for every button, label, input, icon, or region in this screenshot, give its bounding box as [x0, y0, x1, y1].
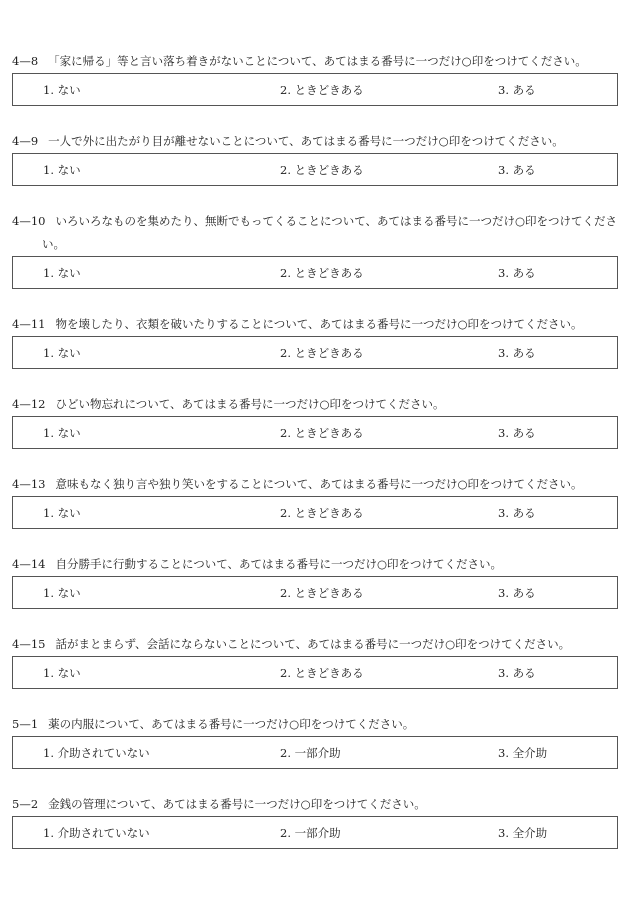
answer-options-box — [12, 576, 618, 609]
question-label: 話がまとまらず、会話にならないことについて、あてはまる番号に一つだけ○印をつけてください。 — [55, 637, 571, 651]
question-number: 4—9 — [12, 134, 39, 148]
option-2[interactable]: 2. ときどきある — [280, 426, 364, 440]
answer-options-box — [12, 73, 618, 106]
question-item — [12, 473, 618, 529]
question-label: 物を壊したり、衣類を破いたりすることについて、あてはまる番号に一つだけ○印をつけてください。 — [55, 317, 583, 331]
option-1[interactable]: 1. ない — [43, 586, 81, 600]
question-label: 薬の内服について、あてはまる番号に一つだけ○印をつけてください。 — [48, 717, 415, 731]
option-2[interactable]: 2. ときどきある — [280, 83, 364, 97]
question-text — [12, 313, 618, 336]
answer-options-box — [12, 656, 618, 689]
option-2[interactable]: 2. ときどきある — [280, 346, 364, 360]
question-text — [12, 793, 618, 816]
question-item — [12, 393, 618, 449]
option-1[interactable]: 1. ない — [43, 346, 81, 360]
option-2[interactable]: 2. 一部介助 — [280, 826, 341, 840]
question-item — [12, 633, 618, 689]
question-number: 4—11 — [12, 317, 46, 331]
option-3[interactable]: 3. ある — [498, 163, 536, 177]
question-label: いろいろなものを集めたり、無断でもってくることについて、あてはまる番号に一つだけ○印をつけてください。 — [42, 214, 618, 251]
answer-options-box — [12, 416, 618, 449]
question-label: 意味もなく独り言や独り笑いをすることについて、あてはまる番号に一つだけ○印をつけてください。 — [55, 477, 583, 491]
option-1[interactable]: 1. ない — [43, 426, 81, 440]
question-number: 4—8 — [12, 54, 39, 68]
question-item — [12, 313, 618, 369]
answer-options-box — [12, 153, 618, 186]
option-3[interactable]: 3. ある — [498, 266, 536, 280]
question-label: 一人で外に出たがり目が離せないことについて、あてはまる番号に一つだけ○印をつけてください。 — [48, 134, 564, 148]
option-3[interactable]: 3. ある — [498, 426, 536, 440]
answer-options-box — [12, 336, 618, 369]
option-1[interactable]: 1. ない — [43, 266, 81, 280]
question-number: 4—12 — [12, 397, 46, 411]
option-2[interactable]: 2. ときどきある — [280, 266, 364, 280]
option-2[interactable]: 2. ときどきある — [280, 586, 364, 600]
question-item — [12, 210, 618, 289]
question-text — [12, 553, 618, 576]
option-2[interactable]: 2. ときどきある — [280, 666, 364, 680]
answer-options-box — [12, 496, 618, 529]
question-item — [12, 130, 618, 186]
question-label: ひどい物忘れについて、あてはまる番号に一つだけ○印をつけてください。 — [55, 397, 445, 411]
option-3[interactable]: 3. ある — [498, 506, 536, 520]
option-1[interactable]: 1. 介助されていない — [43, 746, 150, 760]
question-number: 4—13 — [12, 477, 46, 491]
option-3[interactable]: 3. 全介助 — [498, 746, 548, 760]
option-3[interactable]: 3. 全介助 — [498, 826, 548, 840]
question-text — [12, 713, 618, 736]
question-number: 4—10 — [12, 214, 46, 228]
question-text — [12, 393, 618, 416]
option-3[interactable]: 3. ある — [498, 346, 536, 360]
question-number: 4—15 — [12, 637, 46, 651]
answer-options-box — [12, 256, 618, 289]
option-1[interactable]: 1. ない — [43, 506, 81, 520]
question-text — [12, 473, 618, 496]
answer-options-box — [12, 736, 618, 769]
question-number: 4—14 — [12, 557, 46, 571]
question-text — [12, 210, 618, 256]
option-2[interactable]: 2. ときどきある — [280, 163, 364, 177]
question-text — [12, 633, 618, 656]
option-3[interactable]: 3. ある — [498, 83, 536, 97]
question-item — [12, 553, 618, 609]
question-label: 自分勝手に行動することについて、あてはまる番号に一つだけ○印をつけてください。 — [55, 557, 503, 571]
answer-options-box — [12, 816, 618, 849]
option-3[interactable]: 3. ある — [498, 666, 536, 680]
option-2[interactable]: 2. 一部介助 — [280, 746, 341, 760]
question-item — [12, 50, 618, 106]
option-1[interactable]: 1. 介助されていない — [43, 826, 150, 840]
question-number: 5—1 — [12, 717, 39, 731]
option-1[interactable]: 1. ない — [43, 163, 81, 177]
question-item — [12, 713, 618, 769]
question-label: 「家に帰る」等と言い落ち着きがないことについて、あてはまる番号に一つだけ○印をつけてください。 — [48, 54, 587, 68]
question-number: 5—2 — [12, 797, 39, 811]
option-1[interactable]: 1. ない — [43, 83, 81, 97]
question-item — [12, 793, 618, 849]
option-2[interactable]: 2. ときどきある — [280, 506, 364, 520]
question-text — [12, 130, 618, 153]
option-3[interactable]: 3. ある — [498, 586, 536, 600]
question-text — [12, 50, 618, 73]
question-label: 金銭の管理について、あてはまる番号に一つだけ○印をつけてください。 — [48, 797, 426, 811]
option-1[interactable]: 1. ない — [43, 666, 81, 680]
